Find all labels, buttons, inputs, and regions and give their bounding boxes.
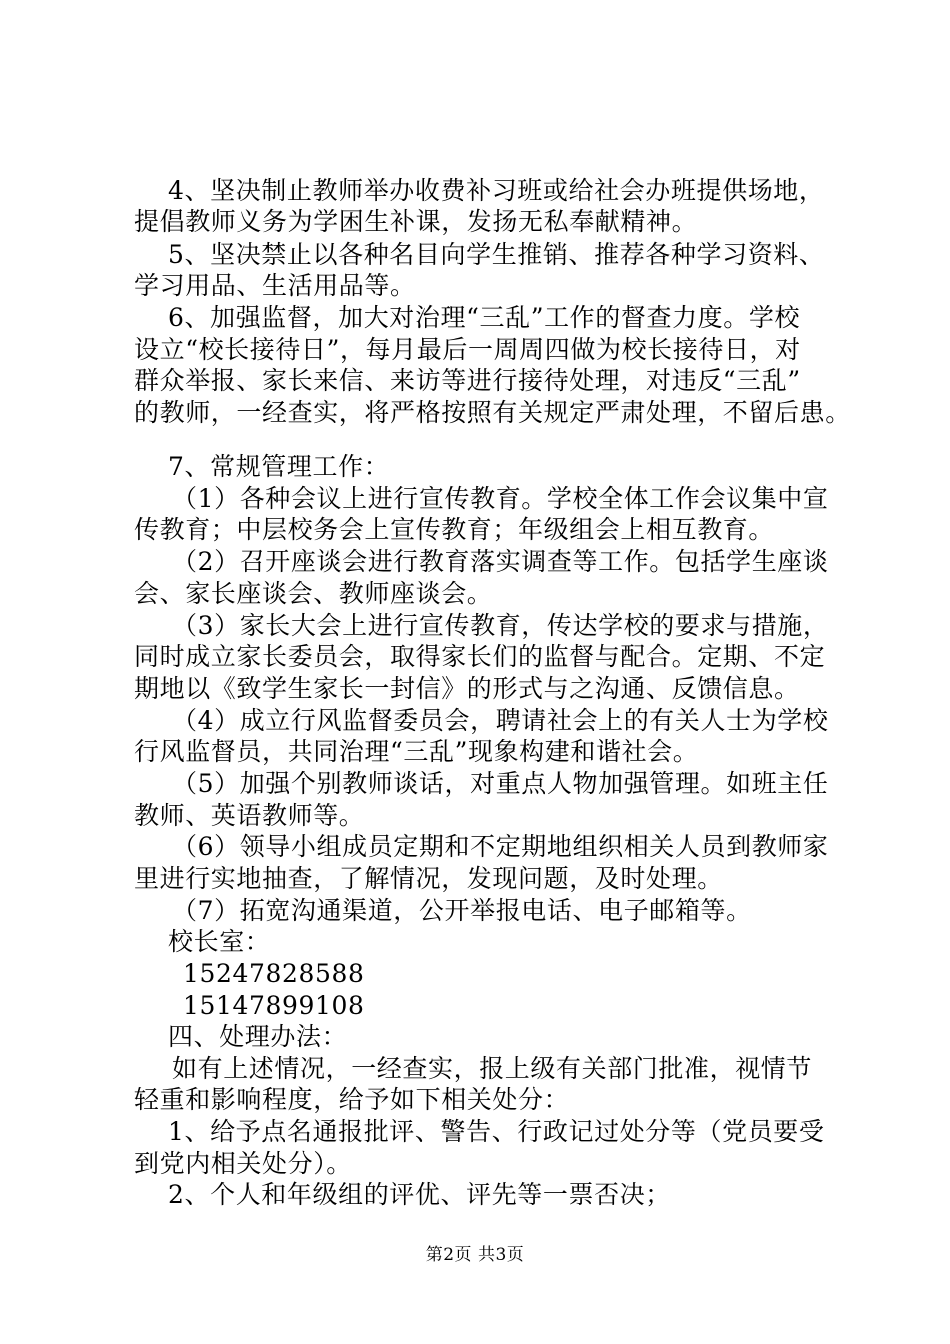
- paragraph-6-line-3: 群众举报、家长来信、来访等进行接待处理，对违反“三乱”: [134, 366, 801, 395]
- handling-line-2: 轻重和影响程度，给予如下相关处分：: [134, 1085, 570, 1114]
- paragraph-6-line-4: 的教师，一经查实，将严格按照有关规定严肃处理，不留后患。: [134, 398, 851, 427]
- phone-number-2: 15147899108: [183, 991, 365, 1020]
- penalty-1-line-2: 到党内相关处分）。: [134, 1149, 352, 1178]
- section-7-heading: 7、常规管理工作：: [168, 452, 390, 481]
- item-1-line-1: （1）各种会议上进行宣传教育。学校全体工作会议集中宣: [172, 484, 829, 513]
- item-7-line-1: （7）拓宽沟通渠道，公开举报电话、电子邮箱等。: [172, 896, 752, 925]
- paragraph-6-line-1: 6、加强监督，加大对治理“三乱”工作的督查力度。学校: [168, 303, 801, 332]
- item-2-line-2: 会、家长座谈会、教师座谈会。: [134, 579, 493, 608]
- paragraph-6-line-2: 设立“校长接待日”，每月最后一周周四做为校长接待日，对: [134, 335, 801, 364]
- page-number-footer: 第2页 共3页: [425, 1245, 525, 1265]
- section-4-heading: 四、处理办法：: [168, 1022, 348, 1051]
- item-5-line-1: （5）加强个别教师谈话，对重点人物加强管理。如班主任: [172, 769, 829, 798]
- item-3-line-1: （3）家长大会上进行宣传教育，传达学校的要求与措施，: [172, 611, 829, 640]
- item-4-line-2: 行风监督员，共同治理“三乱”现象构建和谐社会。: [134, 737, 699, 766]
- item-3-line-3: 期地以《致学生家长一封信》的形式与之沟通、反馈信息。: [134, 674, 800, 703]
- paragraph-4-line-2: 提倡教师义务为学困生补课，发扬无私奉献精神。: [134, 207, 698, 236]
- paragraph-4-line-1: 4、坚决制止教师举办收费补习班或给社会办班提供场地，: [168, 176, 825, 205]
- paragraph-5-line-1: 5、坚决禁止以各种名目向学生推销、推荐各种学习资料、: [168, 240, 825, 269]
- item-6-line-2: 里进行实地抽查，了解情况，发现问题，及时处理。: [134, 864, 723, 893]
- item-6-line-1: （6）领导小组成员定期和不定期地组织相关人员到教师家: [172, 832, 829, 861]
- principal-office-label: 校长室：: [168, 927, 271, 956]
- item-1-line-2: 传教育；中层校务会上宣传教育；年级组会上相互教育。: [134, 515, 775, 544]
- penalty-2-line-1: 2、个人和年级组的评优、评先等一票否决；: [168, 1180, 671, 1209]
- item-5-line-2: 教师、英语教师等。: [134, 801, 365, 830]
- handling-line-1: 如有上述情况，一经查实，报上级有关部门批准，视情节: [172, 1054, 813, 1083]
- phone-number-1: 15247828588: [183, 959, 365, 988]
- paragraph-5-line-2: 学习用品、生活用品等。: [134, 271, 416, 300]
- penalty-1-line-1: 1、给予点名通报批评、警告、行政记过处分等（党员要受: [168, 1117, 825, 1146]
- item-4-line-1: （4）成立行风监督委员会，聘请社会上的有关人士为学校: [172, 706, 829, 735]
- item-2-line-1: （2）召开座谈会进行教育落实调查等工作。包括学生座谈: [172, 547, 829, 576]
- item-3-line-2: 同时成立家长委员会，取得家长们的监督与配合。定期、不定: [134, 642, 826, 671]
